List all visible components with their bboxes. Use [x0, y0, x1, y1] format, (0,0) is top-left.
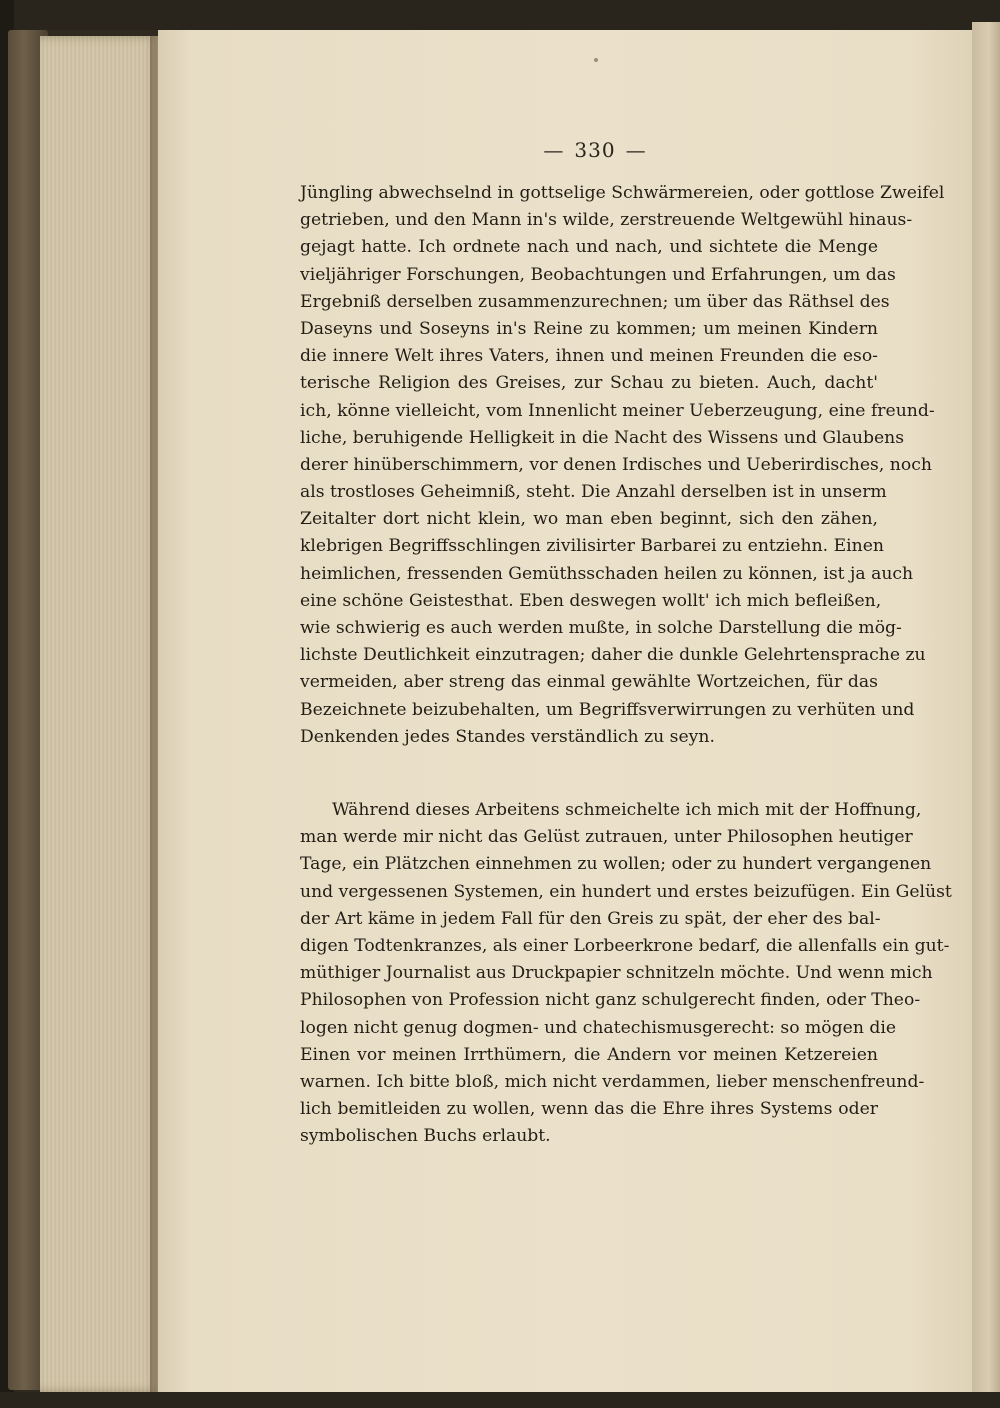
paragraph-2 — [300, 797, 952, 1150]
text-line: klebrigen Begriffsschlingen zivilisirter Barbarei zu entziehn. Einen — [300, 536, 884, 557]
text-line: man werde mir nicht das Gelüst zutrauen, unter Philosophen heutiger — [300, 827, 913, 848]
text-line: Zeitalter dort nicht klein, wo man eben beginnt, sich den zähen, — [300, 509, 878, 530]
text-line: vieljähriger Forschungen, Beobachtungen und Erfahrungen, um das — [300, 264, 896, 285]
text-line: Daseyns und Soseyns in's Reine zu kommen; um meinen Kindern — [300, 318, 878, 339]
scanner-background-top — [0, 0, 1000, 30]
text-line: heimlichen, fressenden Gemüthsschaden heilen zu können, ist ja auch — [300, 563, 914, 584]
text-line: Jüngling abwechselnd in gottselige Schwärmereien, oder gottlose Zweifel — [300, 183, 945, 203]
text-line: Tage, ein Plätzchen einnehmen zu wollen; oder zu hundert vergangenen — [300, 854, 932, 875]
text-line: digen Todtenkranzes, als einer Lorbeerkrone bedarf, die allenfalls ein gut- — [300, 935, 950, 956]
text-line: als trostloses Geheimniß, steht. Die Anzahl derselben ist in unserm — [300, 482, 887, 503]
facing-page-edge — [972, 22, 1000, 1408]
text-line: lichste Deutlichkeit einzutragen; daher die dunkle Gelehrtensprache zu — [300, 645, 926, 666]
paragraph-1 — [300, 180, 945, 751]
page-number-value: 330 — [574, 138, 616, 162]
text-line: Während dieses Arbeitens schmeichelte ich mich mit der Hoffnung, — [332, 800, 922, 820]
page-number-dash-left: — — [543, 138, 565, 162]
paper-speck — [594, 58, 598, 62]
text-line: müthiger Journalist aus Druckpapier schnitzeln möchte. Und wenn mich — [300, 963, 933, 984]
text-line: eine schöne Geistesthat. Eben deswegen wollt' ich mich befleißen, — [300, 590, 882, 611]
text-line: der Art käme in jedem Fall für den Greis zu spät, der eher des bal- — [300, 908, 881, 929]
page-edges-stack — [40, 36, 160, 1392]
text-line: Philosophen von Profession nicht ganz schulgerecht finden, oder Theo- — [300, 990, 921, 1011]
text-line: liche, beruhigende Helligkeit in die Nacht des Wissens und Glaubens — [300, 427, 905, 448]
text-line: Ergebniß derselben zusammenzurechnen; um über das Räthsel des — [300, 291, 890, 312]
page-number-dash-right: — — [625, 138, 647, 162]
text-line: vermeiden, aber streng das einmal gewählte Wortzeichen, für das — [300, 672, 878, 693]
scanner-background-bottom — [0, 1392, 1000, 1408]
text-line: terische Religion des Greises, zur Schau zu bieten. Auch, dacht' — [300, 373, 878, 394]
text-line: lich bemitleiden zu wollen, wenn das die Ehre ihres Systems oder — [300, 1099, 878, 1120]
text-line: Denkenden jedes Standes verständlich zu seyn. — [300, 726, 715, 747]
text-line: derer hinüberschimmern, vor denen Irdisches und Ueberirdisches, noch — [300, 454, 932, 475]
text-line: getrieben, und den Mann in's wilde, zerstreuende Weltgewühl hinaus- — [300, 210, 913, 231]
text-line: warnen. Ich bitte bloß, mich nicht verdammen, lieber menschenfreund- — [300, 1071, 925, 1092]
text-line: gejagt hatte. Ich ordnete nach und nach, und sichtete die Menge — [300, 237, 878, 258]
text-line: Einen vor meinen Irrthümern, die Andern vor meinen Ketzereien — [300, 1044, 878, 1065]
page-number — [520, 138, 670, 162]
text-line: Bezeichnete beizubehalten, um Begriffsverwirrungen zu verhüten und — [300, 699, 915, 720]
text-line: ich, könne vielleicht, vom Innenlicht meiner Ueberzeugung, eine freund- — [300, 400, 935, 421]
text-line: die innere Welt ihres Vaters, ihnen und meinen Freunden die eso- — [300, 346, 878, 367]
text-line: symbolischen Buchs erlaubt. — [300, 1126, 551, 1147]
text-line: und vergessenen Systemen, ein hundert und erstes beizufügen. Ein Gelüst — [300, 881, 952, 902]
text-line: logen nicht genug dogmen- und chatechismusgerecht: so mögen die — [300, 1017, 897, 1038]
text-line: wie schwierig es auch werden mußte, in solche Darstellung die mög- — [300, 618, 902, 638]
